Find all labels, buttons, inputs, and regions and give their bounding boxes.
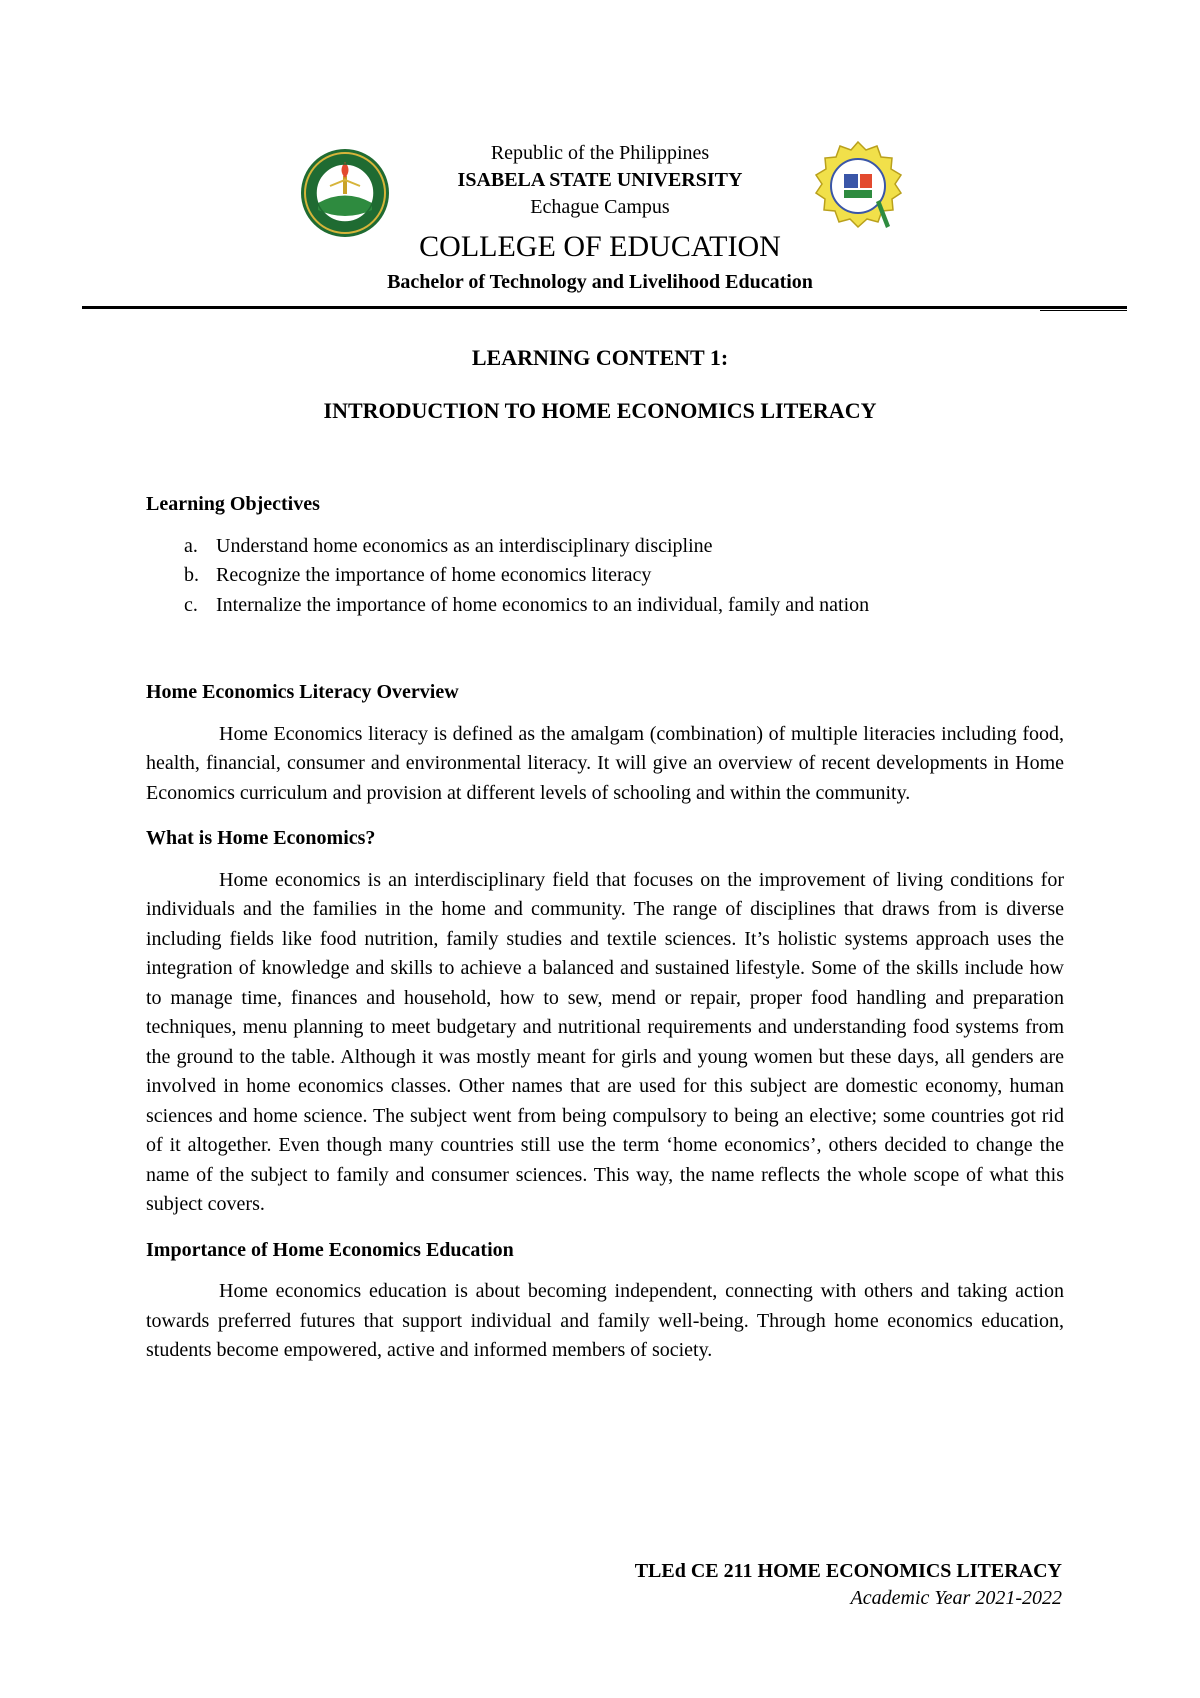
list-item-text: Recognize the importance of home economics literacy bbox=[216, 564, 652, 586]
document-body bbox=[146, 490, 1064, 1366]
list-item bbox=[146, 532, 1064, 562]
program-name: Bachelor of Technology and Livelihood Education bbox=[387, 271, 813, 293]
section-heading-importance: Importance of Home Economics Education bbox=[146, 1238, 514, 1261]
list-marker: a. bbox=[184, 534, 198, 557]
academic-year: Academic Year 2021-2022 bbox=[850, 1587, 1062, 1609]
header-divider bbox=[82, 306, 1127, 309]
list-item bbox=[146, 591, 1064, 621]
list-item-text: Understand home economics as an interdisciplinary discipline bbox=[216, 534, 713, 557]
header-divider-thin bbox=[1040, 310, 1127, 311]
section-heading-what-is: What is Home Economics? bbox=[146, 827, 376, 849]
learning-content-title: LEARNING CONTENT 1: bbox=[471, 345, 729, 370]
objectives-list bbox=[146, 532, 1064, 621]
letterhead bbox=[0, 140, 1200, 295]
page-footer bbox=[635, 1557, 1062, 1611]
list-marker: c. bbox=[184, 593, 198, 616]
republic-line: Republic of the Philippines bbox=[490, 142, 710, 164]
section-paragraph-importance: Home economics education is about becoming independent, connecting with others and taking action towards preferred futures that support individual and family well-being. Through home economics education, students become empowered, active and informed members of society. bbox=[146, 1280, 1064, 1361]
list-item-text: Internalize the importance of home economics to an individual, family and nation bbox=[216, 593, 870, 616]
course-code: TLEd CE 211 HOME ECONOMICS LITERACY bbox=[634, 1560, 1062, 1582]
section-heading-overview: Home Economics Literacy Overview bbox=[146, 681, 459, 703]
objectives-heading: Learning Objectives bbox=[146, 493, 320, 515]
section-paragraph-what-is: Home economics is an interdisciplinary field that focuses on the improvement of living conditions for individuals and the families in the home and community. The range of disciplines that draws from is diverse including fields like food nutrition, family studies and textile sciences. It’s holistic systems approach uses the integration of knowledge and skills to achieve a balanced and sustained lifestyle. Some of the skills include how to manage time, finances and household, how to sew, mend or repair, proper food handling and preparation techniques, menu planning to meet budgetary and nutritional requirements and understanding food systems from the ground to the table. Although it was mostly meant for girls and young women but these days, all genders are involved in home economics classes. Other names that are used for this subject are domestic economy, human sciences and home science. The subject went from being compulsory to being an elective; some countries got rid of it altogether. Even though many countries still use the term ‘home economics’, others decided to change the name of the subject to family and consumer sciences. This way, the name reflects the whole scope of what this subject covers. bbox=[146, 868, 1064, 1215]
university-name: ISABELA STATE UNIVERSITY bbox=[457, 169, 743, 191]
section-paragraph-overview: Home Economics literacy is defined as the amalgam (combination) of multiple literacies including food, health, financial, consumer and environmental literacy. It will give an overview of recent developments in Home Economics curriculum and provision at different levels of schooling and within the community. bbox=[146, 722, 1064, 804]
list-item bbox=[146, 561, 1064, 591]
college-name: COLLEGE OF EDUCATION bbox=[419, 230, 781, 263]
list-marker: b. bbox=[184, 564, 199, 586]
topic-title: INTRODUCTION TO HOME ECONOMICS LITERACY bbox=[323, 398, 877, 423]
campus-name: Echague Campus bbox=[530, 196, 670, 218]
